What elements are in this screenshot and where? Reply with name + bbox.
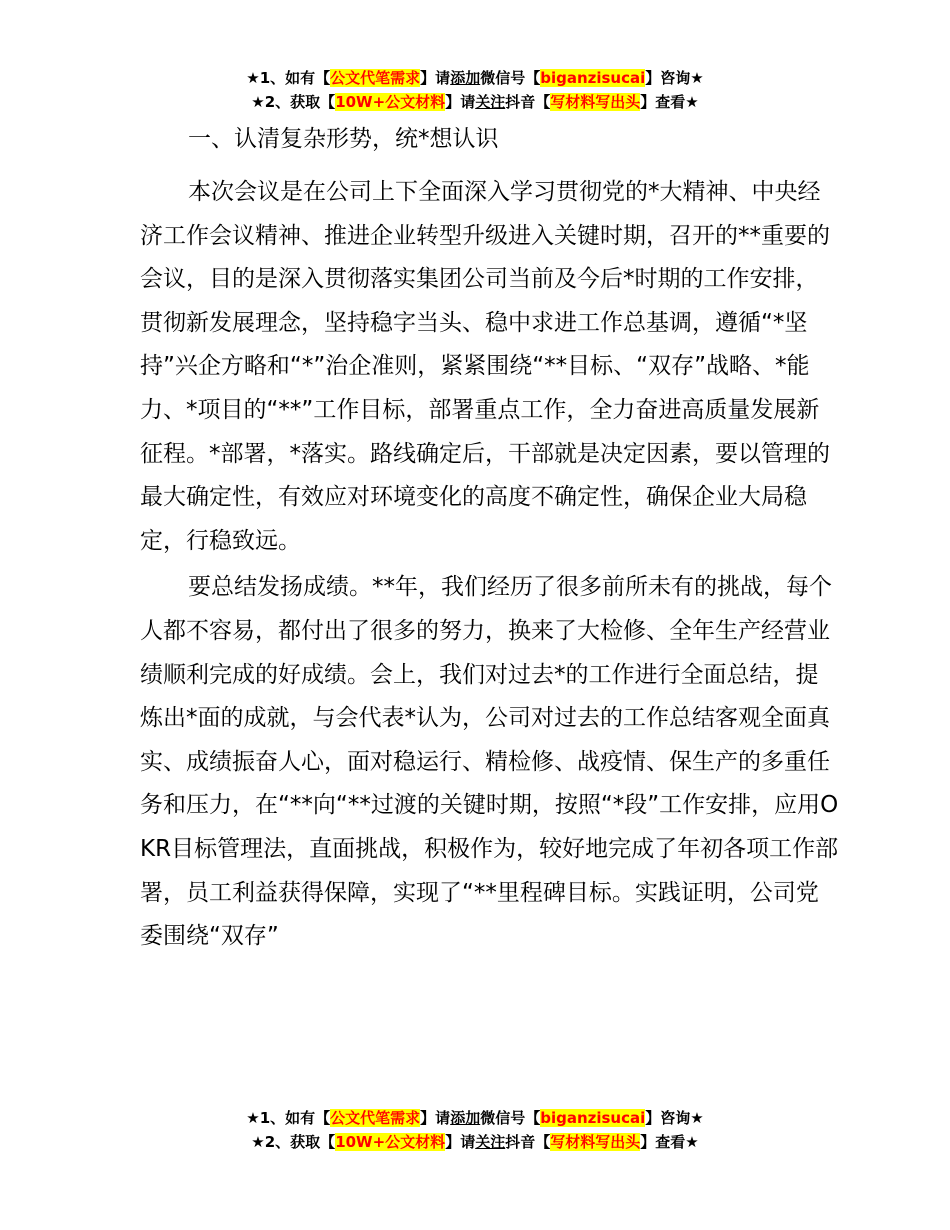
promo-highlight: 写材料写出头	[550, 1133, 641, 1151]
promo-text: 抖音【	[505, 93, 551, 111]
promo-prefix: ★1、如有【	[246, 69, 331, 87]
promo-suffix: 】查看★	[640, 93, 699, 111]
section-heading: 一、认清复杂形势，统*想认识	[188, 126, 499, 152]
promo-highlight: 10W+公文材料	[335, 1133, 446, 1151]
promo-suffix: 】查看★	[640, 1133, 699, 1151]
promo-text: 】请	[420, 69, 451, 87]
promo-text: 抖音【	[505, 1133, 551, 1151]
promo-line-1	[0, 1106, 950, 1130]
promo-underline: 添加	[450, 1109, 481, 1127]
promo-underline: 关注	[475, 1133, 506, 1151]
promo-text: 微信号【	[480, 69, 541, 87]
promo-line-2	[0, 90, 950, 114]
promo-prefix: ★2、获取【	[251, 93, 336, 111]
header-promo-banner	[0, 66, 950, 114]
promo-highlight: 公文代笔需求	[330, 69, 421, 87]
promo-underline: 添加	[450, 69, 481, 87]
promo-highlight: biganzisucai	[540, 69, 646, 87]
promo-text: 】请	[445, 93, 476, 111]
promo-highlight: 公文代笔需求	[330, 1109, 421, 1127]
body-paragraph: 本次会议是在公司上下全面深入学习贯彻党的*大精神、中央经济工作会议精神、推进企业转型升级进入关键时期，召开的**重要的会议，目的是深入贯彻落实集团公司当前及今后*时期的工作安排，贯彻新发展理念，坚持稳字当头、稳中求进工作总基调，遵循“*坚持”兴企方略和“*”治企准则，紧紧围绕“**目标、“双存”战略、*能力、*项目的“**”工作目标，部署重点工作，全力奋进高质量发展新征程。*部署，*落实。路线确定后，干部就是决定因素，要以管理的最大确定性，有效应对环境变化的高度不确定性，确保企业大局稳定，行稳致远。	[140, 179, 830, 554]
promo-text: 微信号【	[480, 1109, 541, 1127]
promo-prefix: ★1、如有【	[246, 1109, 331, 1127]
promo-line-2	[0, 1130, 950, 1154]
promo-line-1	[0, 66, 950, 90]
promo-text: 】请	[445, 1133, 476, 1151]
promo-text: 】请	[420, 1109, 451, 1127]
promo-underline: 关注	[475, 93, 506, 111]
body-paragraph: 要总结发扬成绩。**年，我们经历了很多前所未有的挑战，每个人都不容易，都付出了很多的努力，换来了大检修、全年生产经营业绩顺利完成的好成绩。会上，我们对过去*的工作进行全面总结，提炼出*面的成就，与会代表*认为，公司对过去的工作总结客观全面真实、成绩振奋人心，面对稳运行、精检修、战疫情、保生产的多重任务和压力，在“**向“**过渡的关键时期，按照“*段”工作安排，应用OKR目标管理法，直面挑战，积极作为，较好地完成了年初各项工作部署，员工利益获得保障，实现了“**里程碑目标。实践证明，公司党委围绕“双存”	[140, 574, 839, 950]
footer-promo-banner	[0, 1106, 950, 1154]
promo-suffix: 】咨询★	[645, 1109, 704, 1127]
promo-highlight: 10W+公文材料	[335, 93, 446, 111]
promo-highlight: 写材料写出头	[550, 93, 641, 111]
promo-suffix: 】咨询★	[645, 69, 704, 87]
document-body	[140, 120, 840, 959]
promo-prefix: ★2、获取【	[251, 1133, 336, 1151]
promo-highlight: biganzisucai	[540, 1109, 646, 1127]
